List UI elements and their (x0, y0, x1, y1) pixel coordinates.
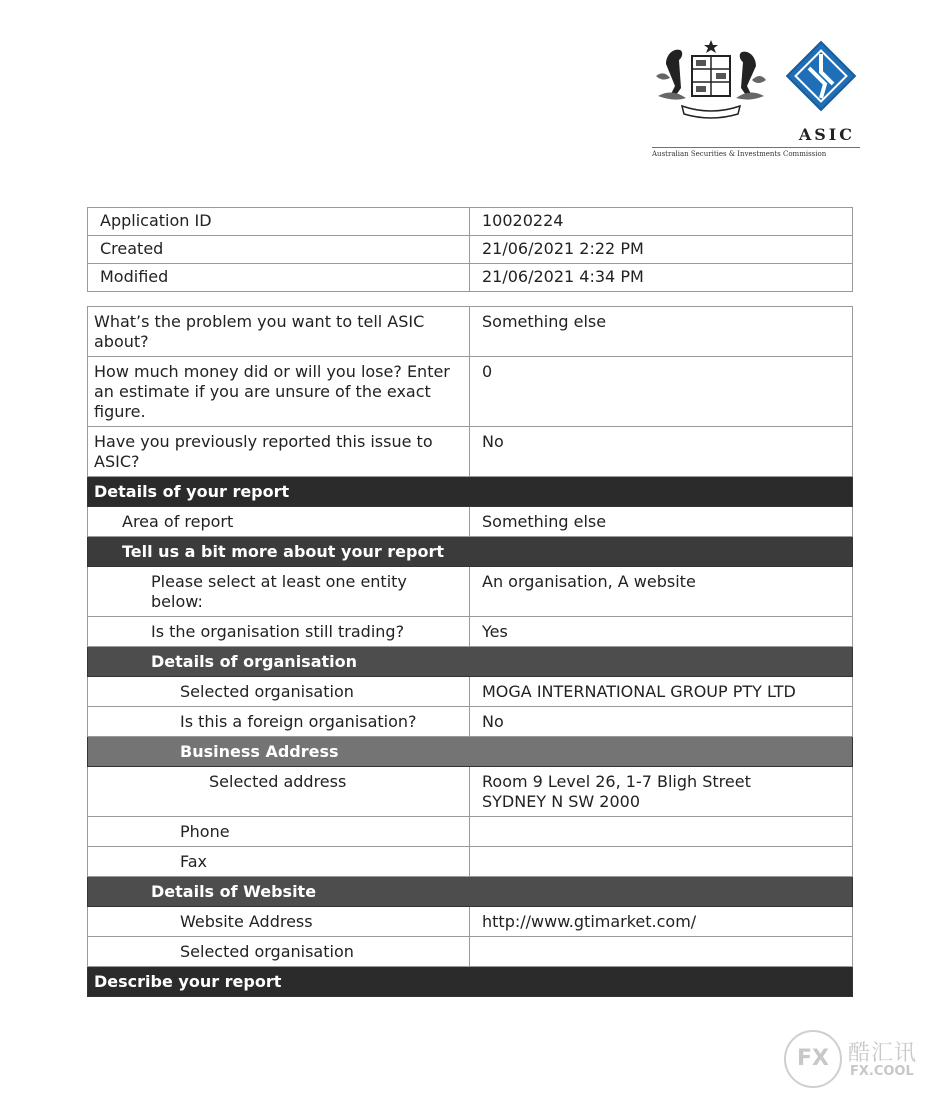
still-trading-value: Yes (470, 617, 853, 647)
meta-value: 21/06/2021 4:34 PM (470, 264, 853, 292)
report-details-table (87, 306, 853, 997)
section-heading: Details of Website (88, 877, 853, 907)
question-answer: No (470, 427, 853, 477)
website-address-value: http://www.gtimarket.com/ (470, 907, 853, 937)
coat-of-arms-logo (652, 36, 770, 126)
section-tell-us-more (88, 537, 853, 567)
watermark (784, 1030, 934, 1090)
section-heading: Tell us a bit more about your report (88, 537, 853, 567)
phone-label: Phone (88, 817, 470, 847)
address-line-1: Room 9 Level 26, 1-7 Bligh Street (482, 772, 751, 791)
section-heading: Details of your report (88, 477, 853, 507)
meta-row (88, 208, 853, 236)
field-row (88, 567, 853, 617)
watermark-cn-text: 酷汇讯 (848, 1041, 918, 1066)
section-heading: Business Address (88, 737, 853, 767)
meta-label: Application ID (88, 208, 470, 236)
asic-full-name: Australian Securities & Investments Commission (652, 150, 827, 158)
foreign-organisation-value: No (470, 707, 853, 737)
section-heading: Describe your report (88, 967, 853, 997)
application-meta-table (87, 207, 853, 292)
section-details-of-report (88, 477, 853, 507)
section-describe-report (88, 967, 853, 997)
field-row (88, 847, 853, 877)
still-trading-label: Is the organisation still trading? (88, 617, 470, 647)
field-row (88, 507, 853, 537)
watermark-en-text: FX.COOL (850, 1064, 914, 1079)
field-row (88, 907, 853, 937)
entity-value: An organisation, A website (470, 567, 853, 617)
selected-organisation-value: MOGA INTERNATIONAL GROUP PTY LTD (470, 677, 853, 707)
website-organisation-value (470, 937, 853, 967)
field-row (88, 707, 853, 737)
website-organisation-label: Selected organisation (88, 937, 470, 967)
area-of-report-value: Something else (470, 507, 853, 537)
meta-label: Created (88, 236, 470, 264)
meta-label: Modified (88, 264, 470, 292)
meta-value: 21/06/2021 2:22 PM (470, 236, 853, 264)
meta-value: 10020224 (470, 208, 853, 236)
question-label: What’s the problem you want to tell ASIC about? (88, 307, 470, 357)
field-row (88, 677, 853, 707)
website-address-label: Website Address (88, 907, 470, 937)
question-row (88, 307, 853, 357)
selected-address-label: Selected address (88, 767, 470, 817)
section-details-of-website (88, 877, 853, 907)
field-row (88, 937, 853, 967)
question-label: Have you previously reported this issue to ASIC? (88, 427, 470, 477)
question-answer: 0 (470, 357, 853, 427)
question-row (88, 357, 853, 427)
asic-logo (783, 38, 859, 114)
field-row (88, 617, 853, 647)
entity-label: Please select at least one entity below: (88, 567, 470, 617)
area-of-report-label: Area of report (88, 507, 470, 537)
selected-organisation-label: Selected organisation (88, 677, 470, 707)
section-business-address (88, 737, 853, 767)
question-answer: Something else (470, 307, 853, 357)
question-row (88, 427, 853, 477)
question-label: How much money did or will you lose? Enter an estimate if you are unsure of the exact figure. (88, 357, 470, 427)
meta-row (88, 236, 853, 264)
section-details-of-organisation (88, 647, 853, 677)
meta-row (88, 264, 853, 292)
phone-value (470, 817, 853, 847)
fx-badge-icon: FX (784, 1030, 842, 1088)
field-row (88, 767, 853, 817)
fax-label: Fax (88, 847, 470, 877)
foreign-organisation-label: Is this a foreign organisation? (88, 707, 470, 737)
address-line-2: SYDNEY N SW 2000 (482, 792, 641, 811)
asic-divider (652, 147, 860, 148)
asic-wordmark: ASIC (798, 125, 855, 144)
section-heading: Details of organisation (88, 647, 853, 677)
header-logos (648, 36, 863, 166)
fax-value (470, 847, 853, 877)
field-row (88, 817, 853, 847)
selected-address-value (470, 767, 853, 817)
